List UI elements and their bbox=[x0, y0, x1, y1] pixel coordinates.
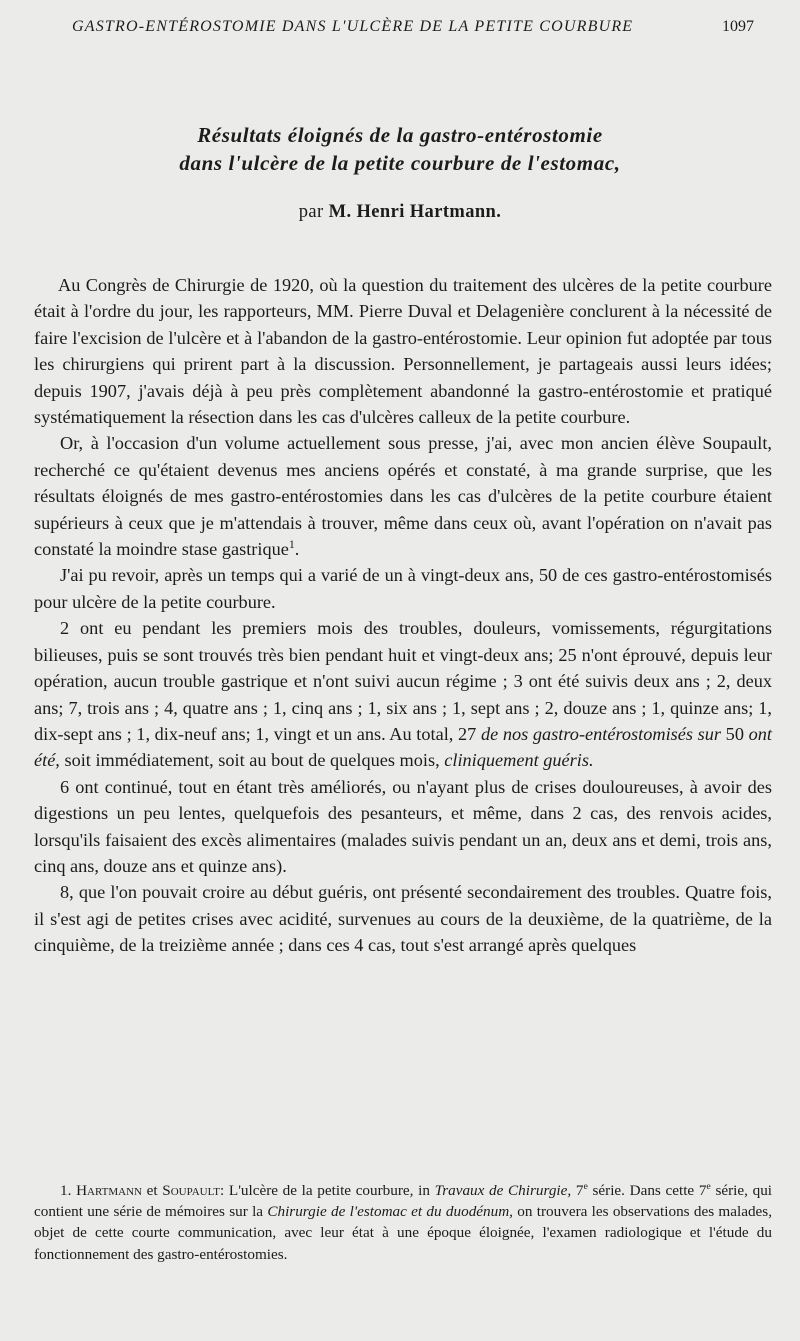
paragraph-results bbox=[34, 615, 772, 773]
footnote-part-3: série, qui contient une série de mémoires sur la bbox=[34, 1182, 773, 1221]
results-italic-2: ont été, bbox=[34, 723, 772, 771]
page-number: 1097 bbox=[722, 18, 754, 35]
paragraph-secondary: 8, que l'on pouvait croire au début guéris, ont présenté secondairement des troubles. Quatre fois, il s'est agi de petites crises avec acidité, survenues au cours de la deuxième, de la quatrième, de la cinquième, de la treizième année ; dans ces 4 cas, tout s'est arrangé après quelques bbox=[34, 882, 772, 956]
footnote-italic-a: Chirurgie de l'estomac et du duodénum, bbox=[267, 1203, 513, 1221]
byline-prefix: par bbox=[298, 202, 324, 222]
results-mid-2: soit immédiatement, soit au bout de quelques mois, bbox=[59, 750, 445, 771]
byline bbox=[0, 202, 800, 223]
running-header bbox=[72, 18, 754, 36]
paragraph-revoir: J'ai pu revoir, après un temps qui a varié de un à vingt-deux ans, 50 de ces gastro-entérostomisés pour ulcère de la petite courbure. bbox=[34, 565, 772, 612]
footnote-and: et bbox=[141, 1182, 163, 1199]
byline-author: M. Henri Hartmann. bbox=[328, 202, 502, 222]
paragraph-occasion-text: Or, à l'occasion d'un volume actuellement sous presse, j'ai, avec mon ancien élève Soupault, recherché ce qu'étaient devenus mes anciens opérés et constaté, à ma grande surprise, que les résultats éloignés de mes gastro-entérostomies dans les cas d'ulcères de la petite courbure étaient supérieurs à ceux que je m'attendais à trouver, même dans ceux où, avant l'opération on n'avait pas constaté la moindre stase gastrique bbox=[34, 433, 772, 560]
footnote-journal: Travaux de Chirurgie, bbox=[434, 1182, 572, 1199]
footnote-1 bbox=[34, 1180, 772, 1265]
article-title bbox=[0, 121, 800, 177]
results-italic-3: cliniquement guéris. bbox=[444, 750, 594, 771]
title-line-1: Résultats éloignés de la gastro-entérostomie bbox=[197, 123, 603, 147]
title-line-2: dans l'ulcère de la petite courbure de l'estomac, bbox=[179, 151, 621, 175]
paragraph-intro: Au Congrès de Chirurgie de 1920, où la question du traitement des ulcères de la petite courbure était à l'ordre du jour, les rapporteurs, MM. Pierre Duval et Delagenière conclurent à la nécessité de faire l'excision de l'ulcère et à l'abandon de la gastro-entérostomie. Leur opinion fut adoptée par tous les chirurgiens qui prirent part à la discussion. Personnellement, je partageais aussi leurs idées; depuis 1907, j'avais déjà à peu près complètement abandonné la gastro-entérostomie et pratiqué systématiquement la résection dans les cas d'ulcères calleux de la petite courbure. bbox=[34, 275, 772, 428]
footnote-author-b: Soupault bbox=[162, 1182, 221, 1199]
footnote-series-sup: e bbox=[583, 1180, 588, 1192]
results-mid: 50 bbox=[721, 723, 749, 744]
footnote-part-1: : L'ulcère de la petite courbure, in bbox=[220, 1182, 435, 1199]
footnote-ref[interactable]: 1 bbox=[288, 536, 295, 551]
footnote bbox=[34, 1180, 772, 1265]
footnote-number: 1. bbox=[60, 1182, 72, 1199]
footnote-part-4: on trouvera les observations des malades, objet de cette courte communication, avec leur état à une époque éloignée, l'examen radiologique et l'étude du fonctionnement des gastro-entérostomies. bbox=[34, 1203, 772, 1263]
results-italic-1: de nos gastro-entérostomisés sur bbox=[480, 723, 722, 744]
paragraph-occasion-end: . bbox=[294, 539, 300, 560]
footnote-author-a: Hartmann bbox=[76, 1182, 142, 1199]
article-body bbox=[34, 272, 772, 959]
results-text: 2 ont eu pendant les premiers mois des troubles, douleurs, vomissements, régurgitations bilieuses, puis se sont trouvés très bien pendant huit et vingt-deux ans; 25 n'ont éprouvé, depuis leur opération, aucun trouble gastrique et n'ont suivi aucun régime ; 3 ont été suivis deux ans ; 2, deux ans; 7, trois ans ; 4, quatre ans ; 1, cinq ans ; 1, six ans ; 1, sept ans ; 2, douze ans ; 1, quinze ans; 1, dix-sept ans ; 1, dix-neuf ans; 1, vingt et un ans. Au total, 27 bbox=[34, 618, 772, 744]
paragraph-occasion bbox=[34, 430, 772, 562]
footnote-series-num: 7 bbox=[575, 1182, 584, 1199]
footnote-part-2-sup: e bbox=[706, 1180, 711, 1192]
footnote-part-2: série. Dans cette 7 bbox=[587, 1182, 707, 1199]
running-title: GASTRO-ENTÉROSTOMIE DANS L'ULCÈRE DE LA PETITE COURBURE bbox=[72, 18, 634, 35]
paragraph-continued: 6 ont continué, tout en étant très améliorés, ou n'ayant plus de crises douloureuses, à avoir des digestions un peu lentes, quelquefois des pesanteurs, et même, dans 2 cas, des renvois acides, lorsqu'ils faisaient des excès alimentaires (malades suivis pendant un an, deux ans et demi, trois ans, cinq ans, douze ans et quinze ans). bbox=[34, 776, 772, 876]
